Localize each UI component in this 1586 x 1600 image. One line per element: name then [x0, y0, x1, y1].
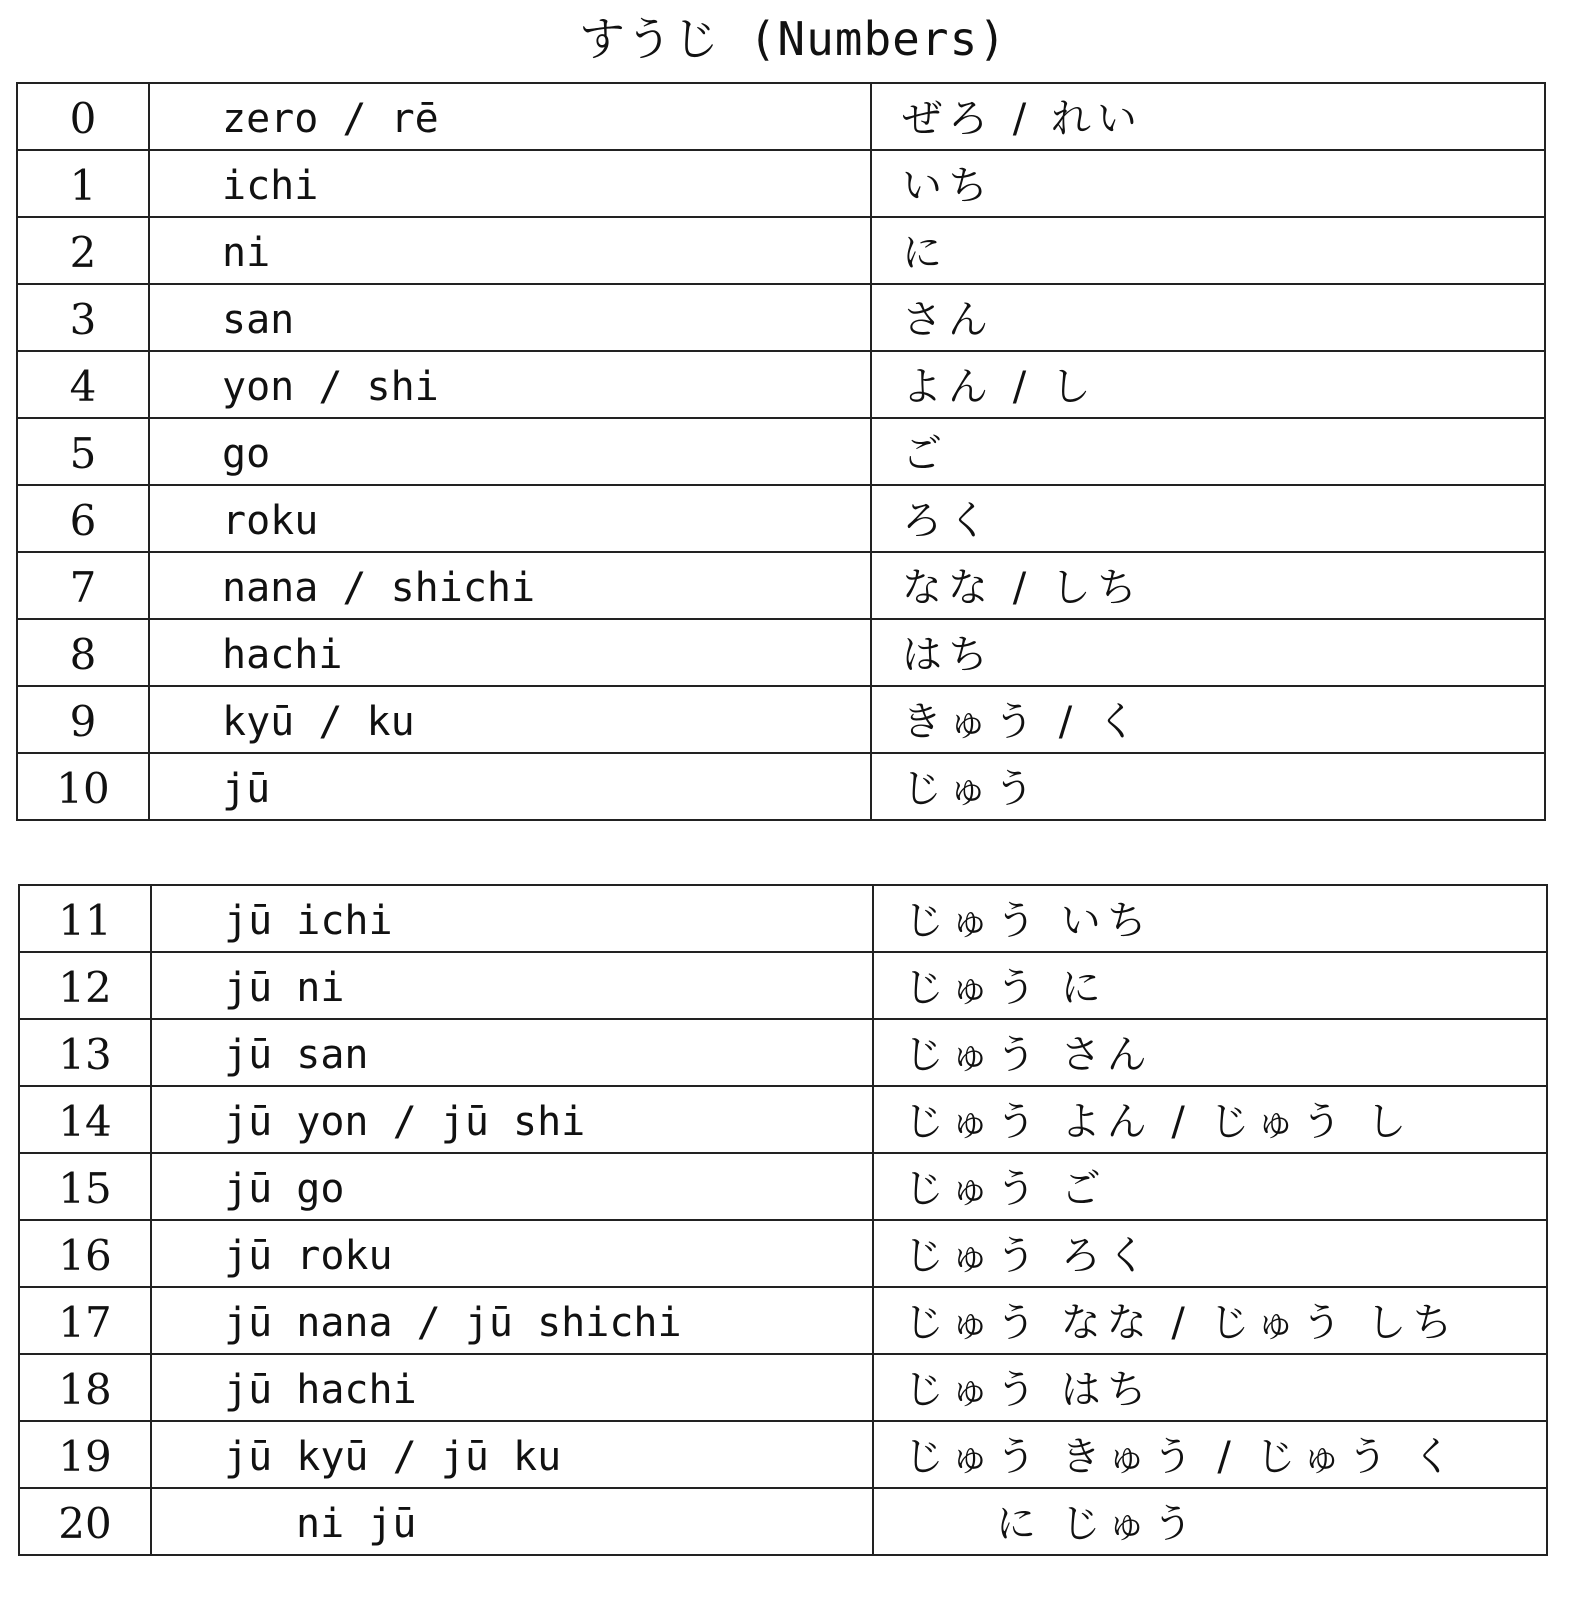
table-row: [19, 1354, 1547, 1421]
number-cell: 19: [19, 1421, 151, 1488]
table-row: [17, 418, 1545, 485]
romaji-cell: jū nana / jū shichi: [151, 1287, 873, 1354]
table-row: [17, 351, 1545, 418]
numbers-table-0-to-10: [16, 82, 1546, 821]
romaji-cell: yon / shi: [149, 351, 871, 418]
number-cell: 4: [17, 351, 149, 418]
romaji-cell: san: [149, 284, 871, 351]
romaji-cell: jū hachi: [151, 1354, 873, 1421]
table-row: [19, 1421, 1547, 1488]
kana-cell: ろく: [871, 485, 1545, 552]
table-row: [17, 753, 1545, 820]
number-cell: 0: [17, 83, 149, 150]
kana-cell: ご: [871, 418, 1545, 485]
kana-cell: じゅう きゅう / じゅう く: [873, 1421, 1547, 1488]
table-row: [17, 552, 1545, 619]
number-cell: 14: [19, 1086, 151, 1153]
number-cell: 3: [17, 284, 149, 351]
romaji-cell: go: [149, 418, 871, 485]
kana-cell: じゅう に: [873, 952, 1547, 1019]
table-row: [17, 485, 1545, 552]
number-cell: 11: [19, 885, 151, 952]
page-title: すうじ (Numbers): [579, 12, 1007, 66]
number-cell: 20: [19, 1488, 151, 1555]
romaji-cell: hachi: [149, 619, 871, 686]
table-row: [19, 1019, 1547, 1086]
number-cell: 7: [17, 552, 149, 619]
kana-cell: はち: [871, 619, 1545, 686]
kana-cell: じゅう はち: [873, 1354, 1547, 1421]
romaji-cell: jū go: [151, 1153, 873, 1220]
table-row: [17, 83, 1545, 150]
table-row: [19, 952, 1547, 1019]
kana-cell: じゅう さん: [873, 1019, 1547, 1086]
number-cell: 8: [17, 619, 149, 686]
number-cell: 1: [17, 150, 149, 217]
romaji-cell: zero / rē: [149, 83, 871, 150]
number-cell: 17: [19, 1287, 151, 1354]
romaji-cell: jū yon / jū shi: [151, 1086, 873, 1153]
number-cell: 2: [17, 217, 149, 284]
romaji-cell: jū ichi: [151, 885, 873, 952]
kana-cell: きゅう / く: [871, 686, 1545, 753]
table-row: [19, 1086, 1547, 1153]
kana-cell: ぜろ / れい: [871, 83, 1545, 150]
number-cell: 6: [17, 485, 149, 552]
table-row: [17, 150, 1545, 217]
table-row: [19, 1153, 1547, 1220]
table-row: [17, 619, 1545, 686]
table-row: [17, 284, 1545, 351]
kana-cell: じゅう: [871, 753, 1545, 820]
table-row: [19, 1287, 1547, 1354]
romaji-cell: nana / shichi: [149, 552, 871, 619]
number-cell: 16: [19, 1220, 151, 1287]
number-cell: 18: [19, 1354, 151, 1421]
numbers-table-11-to-20: [18, 884, 1548, 1556]
number-cell: 9: [17, 686, 149, 753]
kana-cell: よん / し: [871, 351, 1545, 418]
kana-cell: さん: [871, 284, 1545, 351]
table-row: [19, 1488, 1547, 1555]
number-cell: 10: [17, 753, 149, 820]
kana-cell: じゅう なな / じゅう しち: [873, 1287, 1547, 1354]
romaji-cell: jū san: [151, 1019, 873, 1086]
kana-cell: じゅう ろく: [873, 1220, 1547, 1287]
number-cell: 5: [17, 418, 149, 485]
kana-cell: じゅう いち: [873, 885, 1547, 952]
number-cell: 15: [19, 1153, 151, 1220]
romaji-cell: ni: [149, 217, 871, 284]
kana-cell: に じゅう: [873, 1488, 1547, 1555]
kana-cell: いち: [871, 150, 1545, 217]
kana-cell: に: [871, 217, 1545, 284]
romaji-cell: roku: [149, 485, 871, 552]
number-cell: 12: [19, 952, 151, 1019]
romaji-cell: ichi: [149, 150, 871, 217]
romaji-cell: jū kyū / jū ku: [151, 1421, 873, 1488]
table-row: [17, 686, 1545, 753]
romaji-cell: jū ni: [151, 952, 873, 1019]
romaji-cell: kyū / ku: [149, 686, 871, 753]
number-cell: 13: [19, 1019, 151, 1086]
romaji-cell: jū roku: [151, 1220, 873, 1287]
table-row: [19, 1220, 1547, 1287]
table-row: [17, 217, 1545, 284]
kana-cell: なな / しち: [871, 552, 1545, 619]
table-row: [19, 885, 1547, 952]
kana-cell: じゅう よん / じゅう し: [873, 1086, 1547, 1153]
kana-cell: じゅう ご: [873, 1153, 1547, 1220]
romaji-cell: ni jū: [151, 1488, 873, 1555]
romaji-cell: jū: [149, 753, 871, 820]
